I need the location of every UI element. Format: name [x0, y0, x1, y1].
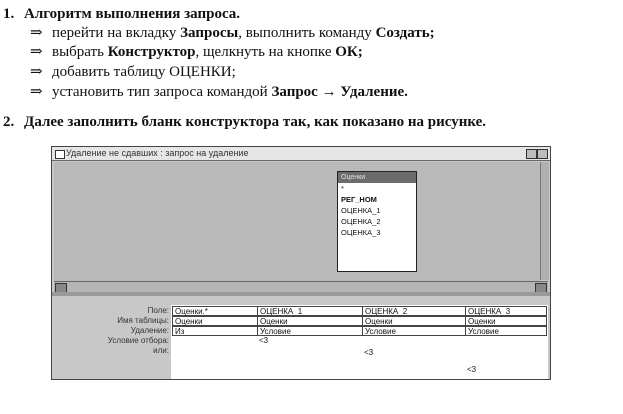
bullet-2: [30, 43, 363, 61]
bullet-bold: Запросы: [180, 25, 239, 41]
row-label-field: Поле:: [147, 306, 169, 315]
field-item-ocenka-2[interactable]: ОЦЕНКА_2: [341, 217, 381, 226]
grid-field-cell[interactable]: ОЦЕНКА_1: [257, 306, 363, 316]
bullet-bold: Конструктор: [107, 44, 196, 60]
field-item-ocenka-1[interactable]: ОЦЕНКА_1: [341, 206, 381, 215]
bullet-1: [30, 24, 435, 42]
table-pane-area[interactable]: [54, 162, 540, 283]
pane-splitter[interactable]: [52, 292, 550, 296]
maximize-button[interactable]: [526, 149, 537, 159]
grid-table-cell[interactable]: Оценки: [362, 316, 466, 326]
bullet-3: [30, 63, 236, 81]
row-label-delete: Удаление:: [130, 326, 169, 335]
grid-delete-cell[interactable]: Условие: [257, 326, 363, 336]
step-2: [3, 113, 486, 131]
row-label-table: Имя таблицы:: [117, 316, 169, 325]
bullet-text: установить тип запроса командой: [52, 84, 272, 100]
field-item-reg-nom[interactable]: РЕГ_НОМ: [341, 195, 377, 204]
arrow-icon: ⇒: [30, 44, 43, 60]
bullet-text: добавить таблицу ОЦЕНКИ;: [52, 64, 236, 80]
row-label-criteria: Условие отбора:: [107, 336, 169, 345]
arrow-icon: ⇒: [30, 64, 43, 80]
query-icon: [55, 150, 65, 159]
grid-extra-criteria-cell[interactable]: <3: [467, 365, 477, 374]
grid-field-cell[interactable]: Оценки.*: [172, 306, 258, 316]
step-text: Далее заполнить бланк конструктора так, как показано на рисунке.: [24, 114, 487, 130]
grid-table-cell[interactable]: Оценки: [172, 316, 258, 326]
vertical-scrollbar[interactable]: [540, 162, 549, 280]
bullet-bold: ОК;: [335, 44, 363, 60]
grid-table-cell[interactable]: Оценки: [257, 316, 363, 326]
bullet-text: перейти на вкладку: [52, 25, 181, 41]
window-title: Удаление не сдавших : запрос на удаление: [66, 148, 249, 158]
bullet-text: , выполнить команду: [238, 25, 376, 41]
step-text: Алгоритм выполнения запроса.: [24, 6, 241, 22]
grid-criteria-cell[interactable]: <3: [259, 336, 269, 345]
bullet-bold: Создать;: [375, 25, 435, 41]
grid-delete-cell[interactable]: Условие: [465, 326, 547, 336]
window-titlebar: [52, 147, 550, 161]
field-item-all[interactable]: *: [341, 184, 344, 193]
grid-field-cell[interactable]: ОЦЕНКА_2: [362, 306, 466, 316]
grid-field-cell[interactable]: ОЦЕНКА_3: [465, 306, 547, 316]
bullet-4: [30, 83, 408, 101]
close-button[interactable]: [537, 149, 548, 159]
bullet-bold: Запрос → Удаление.: [271, 84, 408, 100]
grid-table-cell[interactable]: Оценки: [465, 316, 547, 326]
row-label-or: или:: [153, 346, 169, 355]
grid-delete-cell[interactable]: Из: [172, 326, 258, 336]
bullet-text: выбрать: [52, 44, 108, 60]
arrow-icon: ⇒: [30, 25, 43, 41]
table-field-list[interactable]: [337, 171, 417, 272]
query-grid: [52, 297, 550, 379]
field-item-ocenka-3[interactable]: ОЦЕНКА_3: [341, 228, 381, 237]
field-list-title[interactable]: Оценки: [338, 172, 416, 183]
arrow-icon: ⇒: [30, 84, 43, 100]
step-1: [3, 5, 240, 23]
bullet-text: , щелкнуть на кнопке: [195, 44, 336, 60]
step-number: 1.: [3, 6, 15, 22]
grid-delete-cell[interactable]: Условие: [362, 326, 466, 336]
grid-or-cell[interactable]: <3: [364, 348, 374, 357]
query-designer-window: [51, 146, 551, 380]
step-number: 2.: [3, 114, 15, 130]
